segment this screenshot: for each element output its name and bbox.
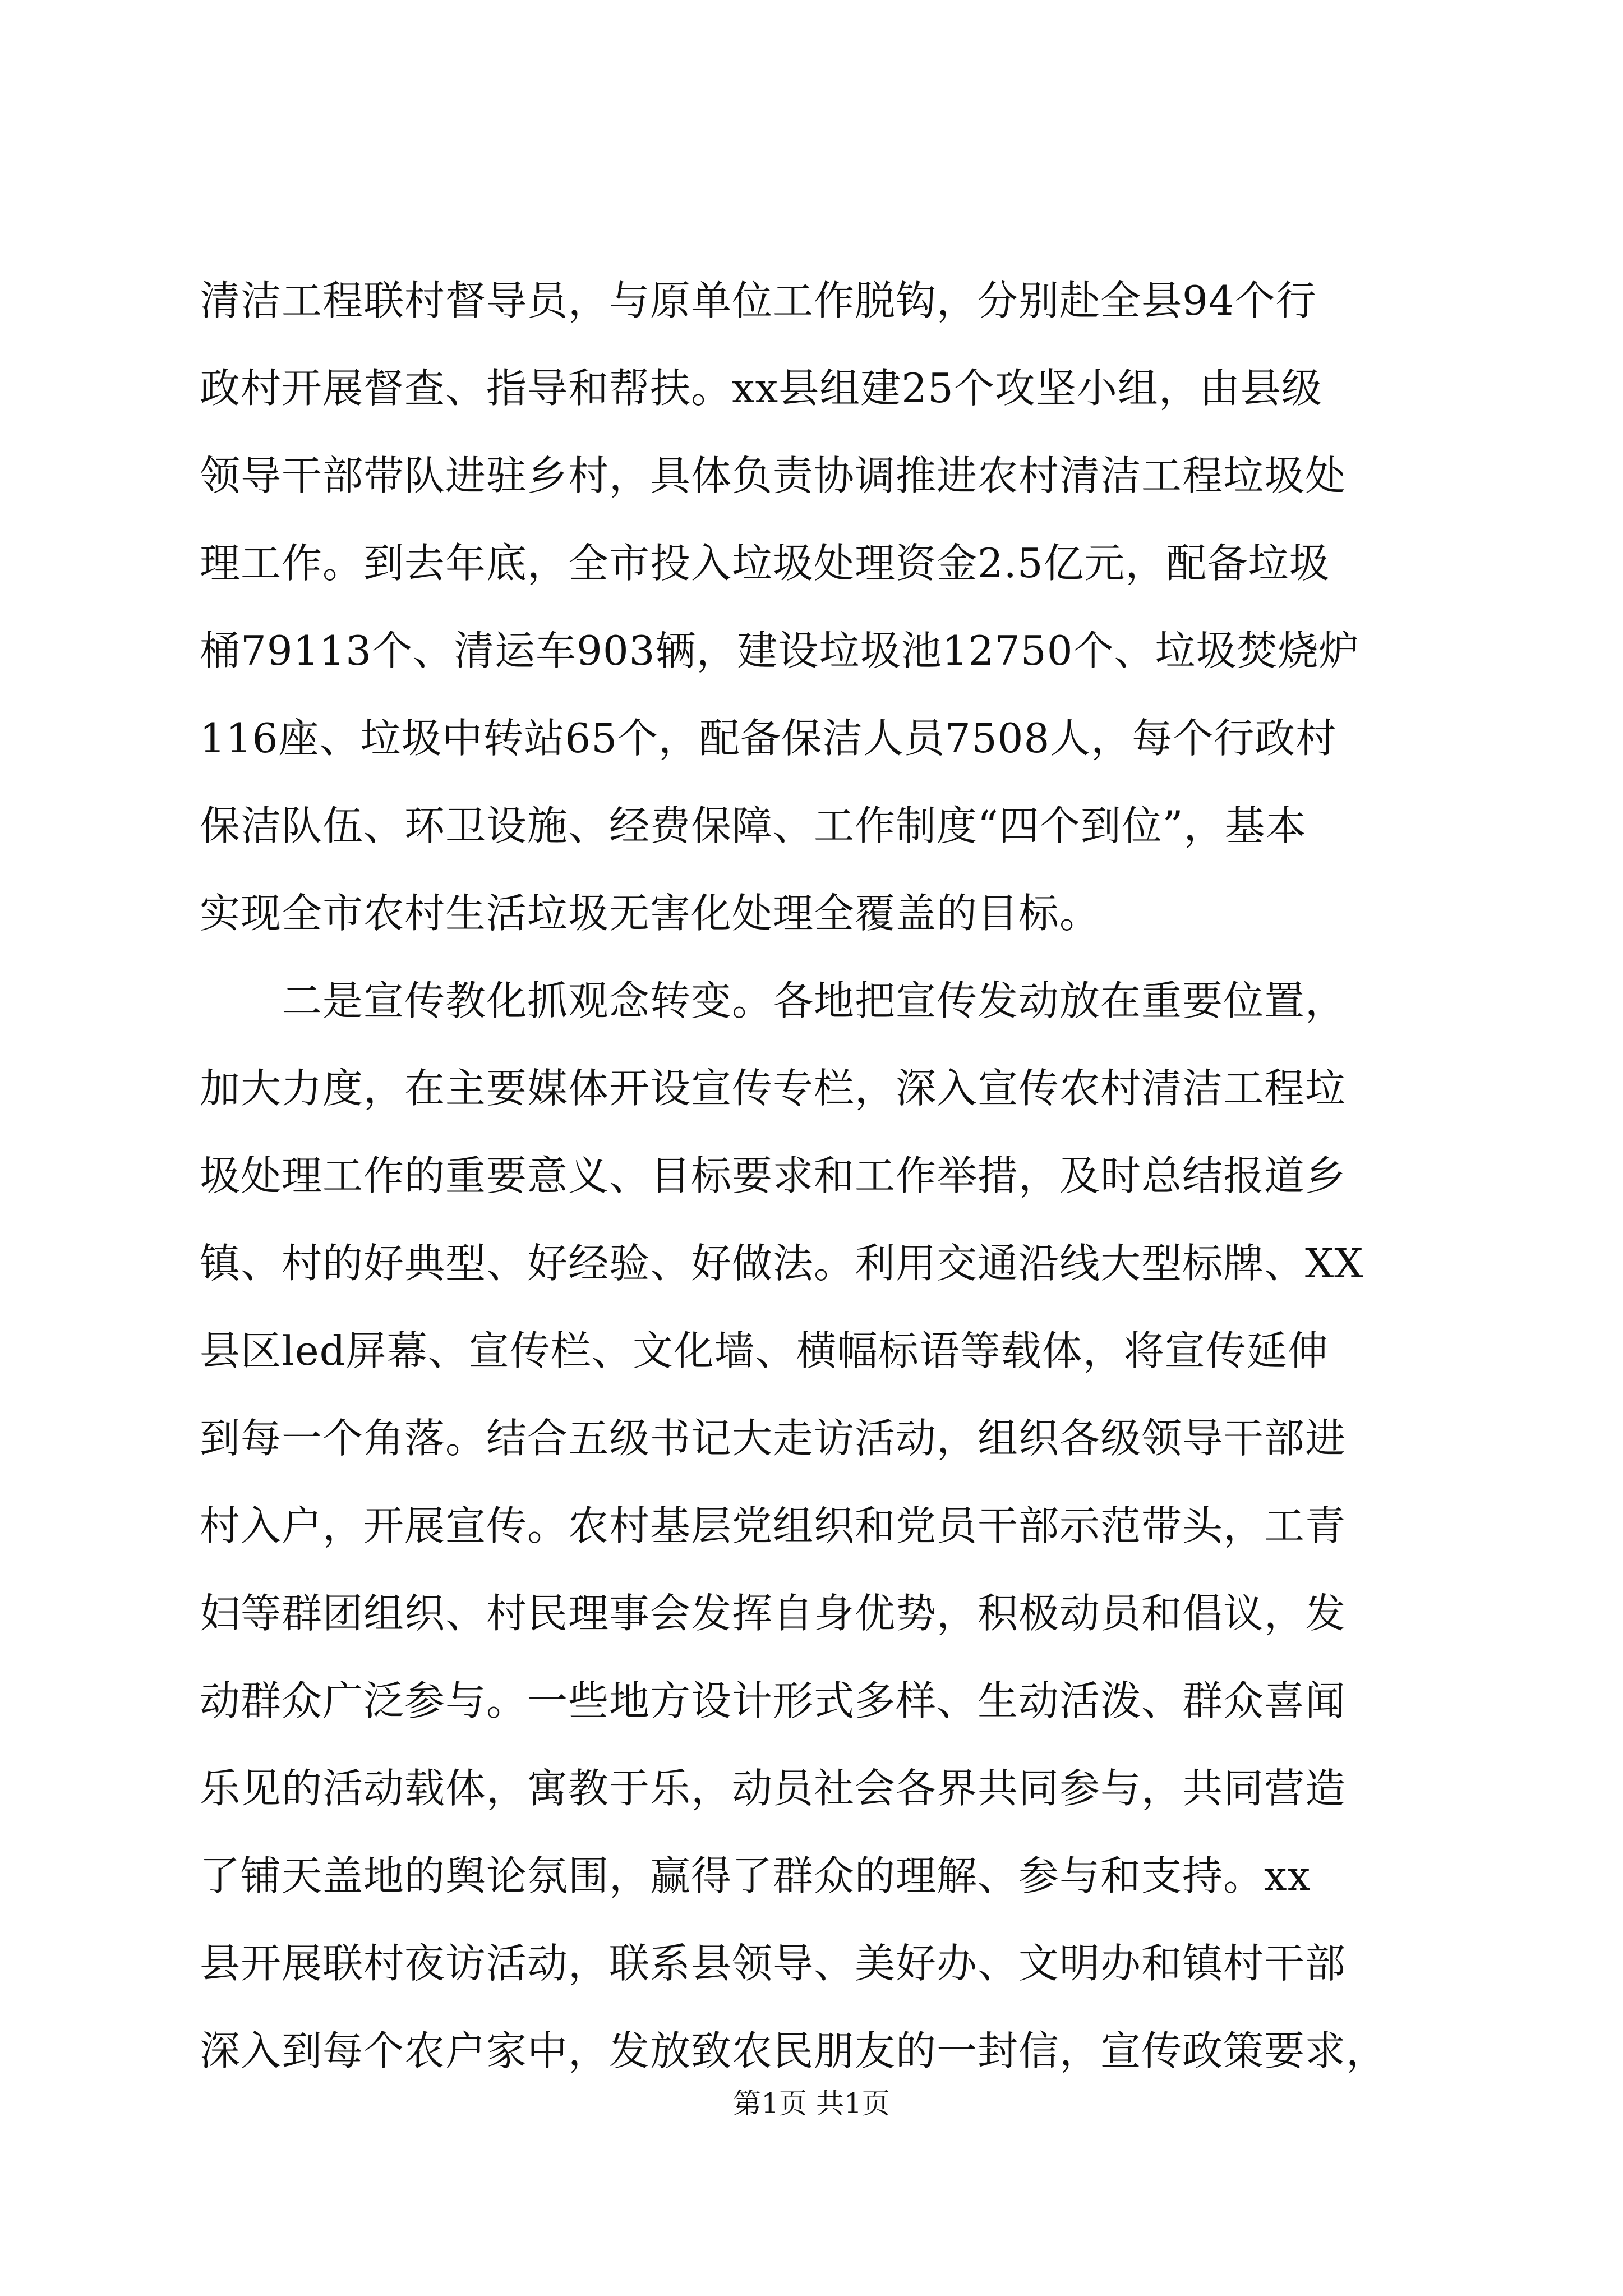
text-line: 县开展联村夜访活动，联系县领导、美好办、文明办和镇村干部 — [200, 1940, 1347, 1987]
text-line: 政村开展督查、指导和帮扶。xx县组建25个攻坚小组，由县级 — [200, 365, 1322, 412]
document-body — [200, 257, 1428, 2095]
text-line: 领导干部带队进驻乡村，具体负责协调推进农村清洁工程垃圾处 — [200, 452, 1347, 499]
text-line: 二是宣传教化抓观念转变。各地把宣传发动放在重要位置， — [282, 977, 1347, 1024]
text-line: 桶79113个、清运车903辆，建设垃圾池12750个、垃圾焚烧炉 — [200, 627, 1360, 674]
paragraph-1 — [200, 257, 1428, 957]
text-line: 镇、村的好典型、好经验、好做法。利用交通沿线大型标牌、XX — [200, 1240, 1364, 1287]
paragraph-2 — [200, 957, 1428, 2095]
text-line: 乐见的活动载体，寓教于乐，动员社会各界共同参与，共同营造 — [200, 1765, 1347, 1812]
text-line: 到每一个角落。结合五级书记大走访活动，组织各级领导干部进 — [200, 1415, 1347, 1462]
text-line: 圾处理工作的重要意义、目标要求和工作举措，及时总结报道乡 — [200, 1152, 1347, 1199]
text-line: 实现全市农村生活垃圾无害化处理全覆盖的目标。 — [200, 890, 1101, 937]
text-line: 加大力度，在主要媒体开设宣传专栏，深入宣传农村清洁工程垃 — [200, 1065, 1347, 1112]
text-line: 清洁工程联村督导员，与原单位工作脱钩，分别赴全县94个行 — [200, 277, 1317, 324]
text-line: 村入户，开展宣传。农村基层党组织和党员干部示范带头，工青 — [200, 1502, 1347, 1549]
text-line: 动群众广泛参与。一些地方设计形式多样、生动活泼、群众喜闻 — [200, 1677, 1347, 1724]
text-line: 妇等群团组织、村民理事会发挥自身优势，积极动员和倡议，发 — [200, 1590, 1347, 1637]
text-line: 深入到每个农户家中，发放致农民朋友的一封信，宣传政策要求， — [200, 2027, 1387, 2074]
text-line: 保洁队伍、环卫设施、经费保障、工作制度“四个到位”，基本 — [200, 802, 1307, 849]
text-line: 了铺天盖地的舆论氛围，赢得了群众的理解、参与和支持。xx — [200, 1852, 1311, 1899]
text-line: 县区led屏幕、宣传栏、文化墙、横幅标语等载体，将宣传延伸 — [200, 1327, 1329, 1374]
page-number-footer: 第1页 共1页 — [733, 2087, 890, 2120]
text-line: 理工作。到去年底，全市投入垃圾处理资金2.5亿元，配备垃圾 — [200, 540, 1330, 587]
text-line: 116座、垃圾中转站65个，配备保洁人员7508人，每个行政村 — [200, 715, 1337, 762]
